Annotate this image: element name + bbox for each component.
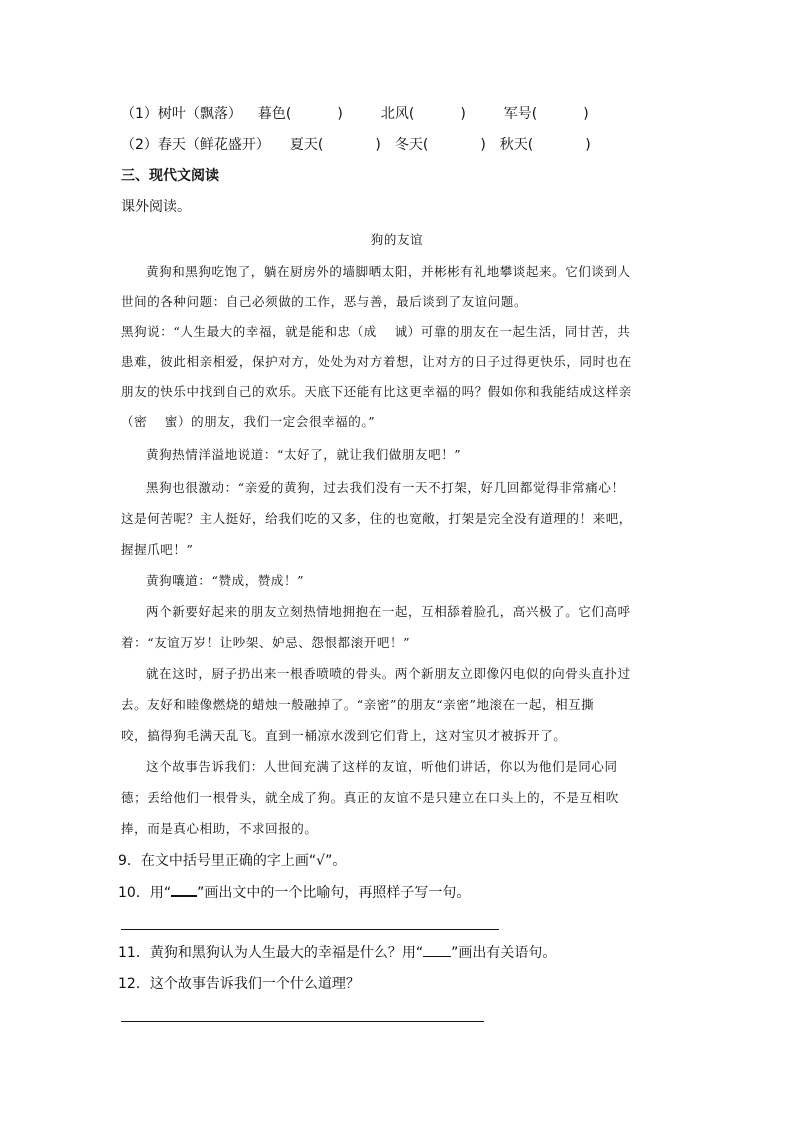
underline-sample	[171, 895, 197, 897]
story-line: （密 蜜）的朋友，我们一定会很幸福的。”	[121, 414, 376, 429]
blank-label: 夏天(	[289, 137, 324, 153]
question-11: 11．黄狗和黑狗认为人生最大的幸福是什么？用“ ”画出有关语句。	[118, 945, 557, 961]
question-12: 12．这个故事告诉我们一个什么道理？	[118, 976, 360, 992]
question-10: 10．用“ ”画出文中的一个比喻句，再照样子写一句。	[118, 885, 471, 901]
blank-label: 冬天(	[394, 137, 429, 153]
story-line: 黑狗说：“人生最大的幸福，就是能和忠（成 诚）可靠的朋友在一起生活，同甘苦，共	[121, 324, 631, 339]
section-subtitle: 课外阅读。	[121, 199, 191, 215]
blank-label: 秋天(	[499, 137, 534, 153]
blank-label: 暮色(	[257, 106, 292, 122]
story-line: 患难，彼此相亲相爱，保护对方，处处为对方着想，让对方的日子过得更快乐，同时也在	[121, 354, 632, 369]
story-line: 黄狗嚷道：“赞成，赞成！”	[146, 573, 305, 588]
story-line: 这是何苦呢？主人挺好，给我们吃的又多，住的也宽敞，打架是完全没有道理的！来吧，	[121, 511, 632, 526]
story-line: 两个新要好起来的朋友立刻热情地拥抱在一起，互相舔着脸孔，高兴极了。它们高呼	[146, 604, 631, 619]
story-line: 黄狗和黑狗吃饱了，躺在厨房外的墙脚晒太阳，并彬彬有礼地攀谈起来。它们谈到人	[146, 264, 631, 279]
story-line: 去。友好和睦像燃烧的蜡烛一般融掉了。“亲密”的朋友“亲密”地滚在一起，相互撕	[121, 697, 595, 712]
story-line: 这个故事告诉我们：人世间充满了这样的友谊，听他们讲话，你以为他们是同心同	[146, 759, 618, 774]
story-line: 捧，而是真心相助，不求回报的。	[121, 821, 318, 836]
answer-line-12[interactable]	[121, 1021, 484, 1022]
blank-label: 军号(	[503, 106, 538, 122]
story-line: 黑狗也很激动：“亲爱的黄狗，过去我们没有一天不打架，好几回都觉得非常痛心！	[146, 480, 625, 495]
story-line: 就在这时，厨子扔出来一根香喷喷的骨头。两个新朋友立即像闪电似的向骨头直扑过	[146, 666, 631, 681]
fill-blank-row-1: （1）树叶（飘落） 暮色( ) 北风( ) 军号( )	[121, 106, 589, 122]
section-title: 三、现代文阅读	[121, 168, 219, 184]
example-item: （2）春天（鲜花盛开）	[121, 137, 270, 153]
blank-label: 北风(	[380, 106, 415, 122]
story-line: 黄狗热情洋溢地说道：“太好了，就让我们做朋友吧！”	[146, 447, 462, 462]
story-line: 朋友的快乐中找到自己的欢乐。天底下还能有比这更幸福的吗？假如你和我能结成这样亲	[121, 384, 632, 399]
question-9: 9．在文中括号里正确的字上画“√”。	[118, 853, 347, 869]
story-line: 咬，搞得狗毛满天乱飞。直到一桶凉水泼到它们背上，这对宝贝才被拆开了。	[121, 728, 567, 743]
story-title: 狗的友谊	[370, 232, 424, 247]
story-line: 德；丢给他们一根骨头，就全成了狗。真正的友谊不是只建立在口头上的，不是互相吹	[121, 790, 619, 805]
wavy-underline-sample	[423, 956, 451, 957]
answer-line-10[interactable]	[121, 929, 499, 930]
example-item: （1）树叶（飘落）	[121, 106, 242, 122]
story-line: 握握爪吧！”	[121, 542, 194, 557]
story-line: 着：“友谊万岁！让吵架、妒忌、怨恨都滚开吧！”	[121, 635, 411, 650]
fill-blank-row-2: （2）春天（鲜花盛开） 夏天( ) 冬天( ) 秋天( )	[121, 137, 591, 153]
story-line: 世间的各种问题：自己必须做的工作，恶与善，最后谈到了友谊问题。	[121, 294, 528, 309]
